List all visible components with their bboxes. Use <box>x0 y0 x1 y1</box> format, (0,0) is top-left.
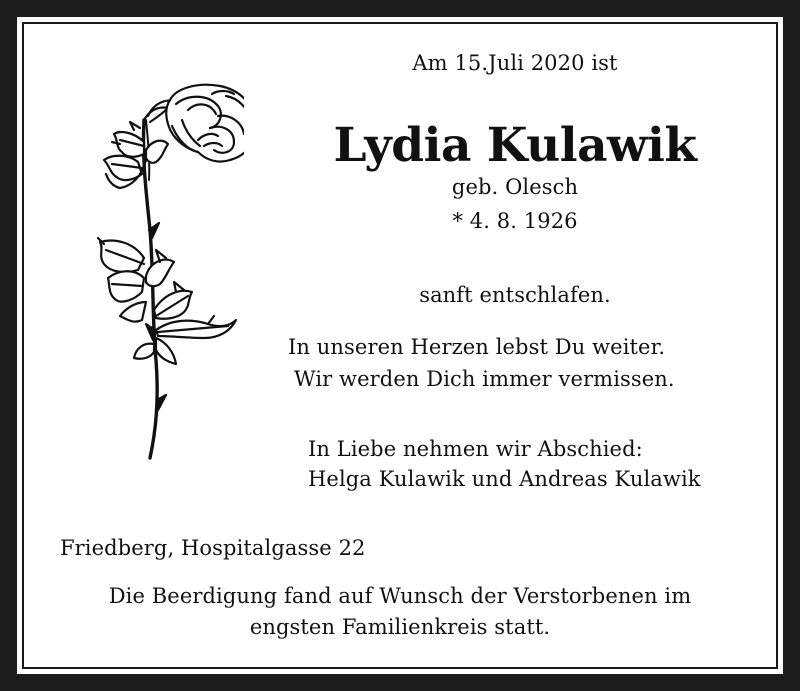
deceased-name: Lydia Kulawik <box>333 118 697 173</box>
intro-line: Am 15.Juli 2020 ist <box>412 51 618 75</box>
funeral-note-line: Die Beerdigung fand auf Wunsch der Verstorbenen im <box>108 584 692 608</box>
rose-icon <box>58 80 244 464</box>
passed-away-line: sanft entschlafen. <box>419 283 611 307</box>
mourners-names: Helga Kulawik und Andreas Kulawik <box>308 467 701 491</box>
address-line: Friedberg, Hospitalgasse 22 <box>60 536 366 560</box>
farewell-line: In Liebe nehmen wir Abschied: <box>308 437 643 461</box>
quote-line: In unseren Herzen lebst Du weiter. <box>288 335 666 359</box>
funeral-note-line: engsten Familienkreis statt. <box>249 615 551 639</box>
funeral-note <box>60 583 740 640</box>
birth-date: * 4. 8. 1926 <box>452 209 578 233</box>
quote-line: Wir werden Dich immer vermissen. <box>294 367 675 391</box>
birth-name: geb. Olesch <box>451 175 579 199</box>
